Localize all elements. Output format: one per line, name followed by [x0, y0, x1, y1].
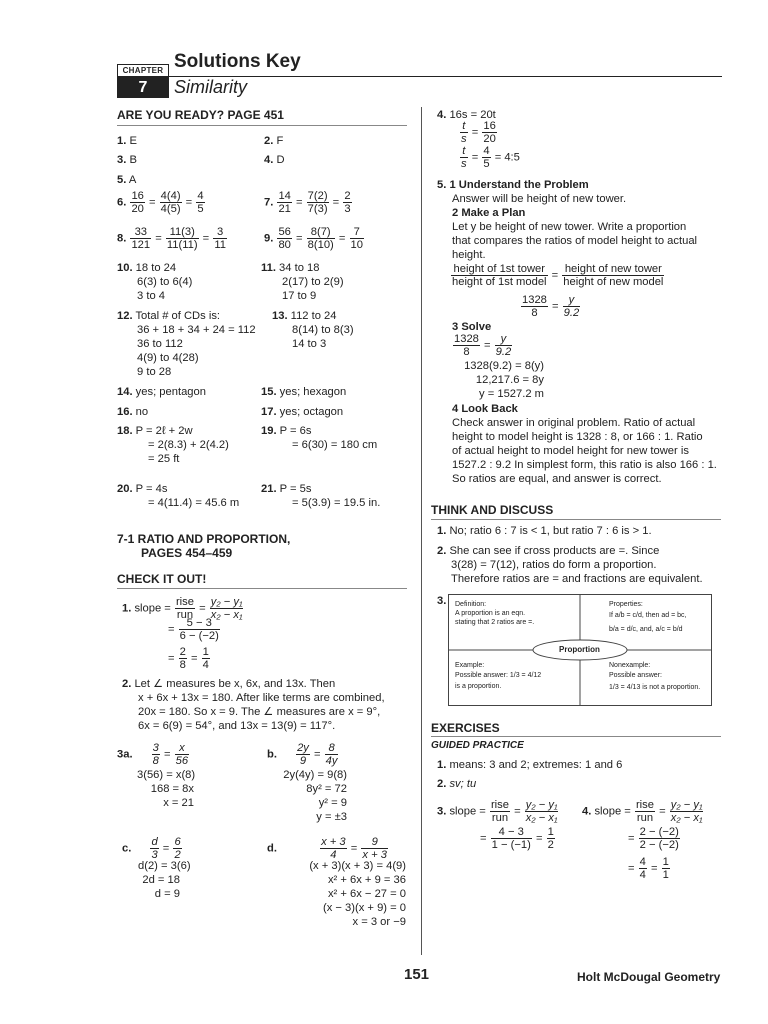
answer-15: 15. yes; hexagon: [261, 386, 347, 398]
example-title: Example:: [455, 662, 485, 669]
answer-r4-step3: $\frac{t}{s}$ = $\frac{4}{5}$ = 4:5: [461, 145, 520, 170]
check-3b-steps: 2y(4y) = 9(8) 8y² = 72 y² = 9 y = ±3: [283, 769, 347, 823]
answer-7: 7. $\frac{14}{21}$ = $\frac{7(2)}{7(3)}$ = $\frac{2}{3}$: [264, 190, 351, 215]
section-heading-check: CHECK IT OUT!: [117, 572, 207, 586]
check-3d: d. $\frac{x + 3}{4}$ = $\frac{9}{x + 3}$: [267, 836, 387, 861]
column-divider: [421, 107, 422, 955]
check-3a-steps: 3(56) = x(8) 168 = 8x x = 21: [137, 769, 196, 809]
plan-text: Let y be height of new tower. Write a proportion that compares the ratios of model height to actual height.: [452, 221, 698, 261]
definition-line2: stating that 2 ratios are =.: [455, 619, 535, 626]
exercise-4-step3: = $\frac{4}{4}$ = $\frac{1}{1}$: [628, 856, 669, 881]
answer-4: 4. D: [264, 154, 285, 166]
exercise-3-step2: = $\frac{4 - 3}{1 - (-1)}$ = $\frac{1}{2}$: [480, 826, 554, 851]
definition-title: Definition:: [455, 601, 487, 608]
check-3c: c. $\frac{d}{3}$ = $\frac{6}{2}$: [122, 836, 181, 861]
section-rule: [117, 125, 407, 126]
section-heading-exercises: EXERCISES: [431, 721, 500, 735]
think-2: 2. She can see if cross products are =. Since 3(28) = 7(12), ratios do form a proportion. Therefore ratios are = and fractions are equivalent.: [437, 545, 703, 585]
proportion-setup: $\frac{\text{height of 1st tower}}{\text{height of 1st model}}$ = $\frac{\text{height of new tower}}{\text{height of new model}}$: [452, 263, 664, 288]
answer-3: 3. B: [117, 154, 137, 166]
exercise-2: 2. sv; tu: [437, 778, 477, 790]
answer-12: 12. Total # of CDs is: 36 + 18 + 34 + 24 = 112 36 to 112 4(9) to 4(28) 9 to 28: [117, 310, 256, 378]
nonexample-title: Nonexample:: [609, 662, 651, 669]
answer-14: 14. yes; pentagon: [117, 386, 206, 398]
properties-line2: b/a = d/c, and, a/c = b/d: [609, 626, 683, 633]
properties-title: Properties:: [609, 601, 643, 608]
check-1-step3: = $\frac{2}{8}$ = $\frac{1}{4}$: [168, 646, 209, 671]
exercise-3: 3. slope = $\frac{\text{rise}}{\text{run}}$ = $\frac{\text{y₂ − y₁}}{\text{x₂ − x₁}}$: [437, 799, 558, 824]
section-heading-ready: ARE YOU READY? PAGE 451: [117, 108, 284, 122]
check-3a: 3a. $\frac{3}{8}$ = $\frac{x}{56}$: [117, 742, 189, 767]
answer-r5: 5. 1 Understand the Problem: [437, 179, 589, 191]
proportion-organizer: [448, 594, 712, 706]
solve-proportion: $\frac{1328}{8}$ = $\frac{y}{9.2}$: [454, 333, 512, 358]
nonexample-line2: 1/3 = 4/13 is not a proportion.: [609, 684, 701, 691]
answer-21: 21. P = 5s = 5(3.9) = 19.5 in.: [261, 483, 381, 509]
answer-11: 11. 34 to 18 2(17) to 2(9) 17 to 9: [261, 262, 344, 302]
section-heading-think: THINK AND DISCUSS: [431, 503, 554, 517]
solve-heading: 3 Solve: [452, 321, 492, 333]
proportion-values: $\frac{1328}{8}$ = $\frac{y}{9.2}$: [522, 294, 580, 319]
understand-text: Answer will be height of new tower.: [452, 193, 627, 205]
answer-1: 1. E: [117, 135, 137, 147]
exercise-4: 4. slope = $\frac{\text{rise}}{\text{run}}$ = $\frac{\text{y₂ − y₁}}{\text{x₂ − x₁}}$: [582, 799, 703, 824]
page-title: Solutions Key: [174, 51, 301, 72]
example-line1: Possible answer: 1/3 = 4/12: [455, 672, 542, 679]
check-2: 2. Let ∠ measures be x, 6x, and 13x. Then x + 6x + 13x = 180. After like terms are combined, 20x = 180. So x = 9. The ∠ measures are x = 9°, 6x = 6(9) = 54°, and 13x = 13(9) = 117°.: [122, 678, 385, 732]
answer-10: 10. 18 to 24 6(3) to 6(4) 3 to 4: [117, 262, 193, 302]
exercise-4-step2: = $\frac{2 - (-2)}{2 - (-2)}$: [628, 826, 679, 851]
section-rule: [431, 519, 721, 520]
section-rule: [431, 736, 721, 737]
check-1-step2: = $\frac{5 - 3}{6 - (-2)}$: [168, 617, 219, 642]
answer-16: 16. no: [117, 406, 149, 418]
section-rule: [117, 588, 407, 589]
answer-20: 20. P = 4s = 4(11.4) = 45.6 m: [117, 483, 240, 509]
chapter-number: 7: [117, 78, 169, 98]
check-3b: b. $\frac{2y}{9}$ = $\frac{8}{4y}$: [267, 742, 338, 767]
organizer-center: Proportion: [559, 645, 600, 654]
lookback-heading: 4 Look Back: [452, 403, 518, 415]
example-line2: is a proportion.: [455, 683, 502, 690]
answer-5: 5. A: [117, 174, 137, 186]
answer-19: 19. P = 6s = 6(30) = 180 cm: [261, 425, 378, 451]
answer-6: 6. $\frac{16}{20}$ = $\frac{4(4)}{4(5)}$ = $\frac{4}{5}$: [117, 190, 204, 215]
exercise-1: 1. means: 3 and 2; extremes: 1 and 6: [437, 759, 623, 771]
answer-2: 2. F: [264, 135, 284, 147]
lookback-text: Check answer in original problem. Ratio of actual height to model height is 1328 : 8, or 166 : 1. Ratio of actual height to model height for new tower is 1527.2 : 9.2 In simplest form, this ratio is also 166 : 1. So ratios are equal, and answer is correct.: [452, 417, 717, 485]
answer-8: 8. $\frac{33}{121}$ = $\frac{11(3)}{11(11)}$ = $\frac{3}{11}$: [117, 226, 226, 251]
answer-r4-step2: $\frac{t}{s}$ = $\frac{16}{20}$: [461, 120, 496, 145]
check-3c-steps: d(2) = 3(6) 2d = 18 d = 9: [138, 860, 191, 900]
answer-18: 18. P = 2ℓ + 2w = 2(8.3) + 2(4.2) = 25 ft: [117, 425, 229, 465]
answer-17: 17. yes; octagon: [261, 406, 344, 418]
nonexample-line1: Possible answer:: [609, 672, 662, 679]
answer-9: 9. $\frac{56}{80}$ = $\frac{8(7)}{8(10)}$ = $\frac{7}{10}$: [264, 226, 363, 251]
definition-line1: A proportion is an eqn.: [455, 610, 526, 617]
properties-line1: If a/b = c/d, then ad = bc,: [609, 612, 687, 619]
solve-steps: 1328(9.2) = 8(y) 12,217.6 = 8y y = 1527.2 m: [464, 360, 544, 400]
answer-r4: 4. 16s = 20t: [437, 109, 496, 121]
chapter-label: CHAPTER: [117, 64, 169, 78]
think-1: 1. No; ratio 6 : 7 is < 1, but ratio 7 : 6 is > 1.: [437, 525, 652, 537]
page-subtitle: Similarity: [174, 77, 248, 97]
check-1: 1. slope = $\frac{\text{rise}}{\text{run}}$ = $\frac{\text{y₂ − y₁}}{\text{x₂ − x₁}}$: [122, 596, 243, 621]
think-3-label: 3.: [437, 595, 447, 607]
check-3d-steps: (x + 3)(x + 3) = 4(9) x² + 6x + 9 = 36 x² + 6x − 27 = 0 (x − 3)(x + 9) = 0 x = 3 or −9: [309, 860, 406, 928]
answer-13: 13. 112 to 24 8(14) to 8(3) 14 to 3: [272, 310, 354, 350]
subheading-guided: GUIDED PRACTICE: [431, 740, 524, 751]
section-heading-ratio: 7-1 RATIO AND PROPORTION, PAGES 454–459: [117, 532, 291, 560]
page-number: 151: [404, 966, 430, 983]
book-title: Holt McDougal Geometry: [577, 970, 721, 984]
plan-heading: 2 Make a Plan: [452, 207, 526, 219]
